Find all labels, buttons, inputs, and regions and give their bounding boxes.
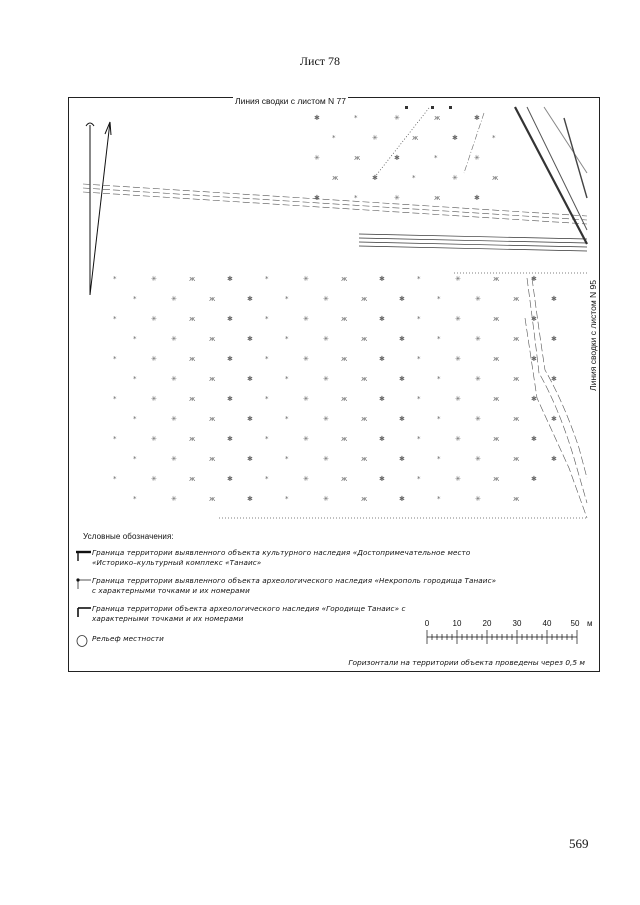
vegetation-mark: ✳: [323, 415, 329, 423]
vegetation-mark: ✳: [171, 335, 177, 343]
vegetation-mark: ✱: [399, 295, 405, 303]
vegetation-mark: *: [412, 174, 416, 182]
scale-tick-label: 50: [570, 619, 580, 628]
vegetation-mark: ✳: [394, 114, 400, 122]
vegetation-mark: ✳: [171, 455, 177, 463]
vegetation-mark: ж: [361, 415, 368, 423]
vegetation-marks: [113, 114, 557, 503]
vegetation-mark: ✱: [399, 415, 405, 423]
vegetation-mark: *: [113, 395, 117, 403]
vegetation-mark: *: [265, 315, 269, 323]
vegetation-mark: *: [133, 495, 137, 503]
vegetation-mark: ✳: [151, 315, 157, 323]
vegetation-mark: *: [265, 395, 269, 403]
vegetation-mark: ✱: [551, 375, 557, 383]
vegetation-mark: ✱: [247, 495, 253, 503]
vegetation-mark: ✱: [531, 355, 537, 363]
scale-tick-label: 10: [452, 619, 462, 628]
vegetation-mark: ✱: [227, 355, 233, 363]
vegetation-mark: ж: [332, 174, 339, 182]
vegetation-mark: ✱: [372, 174, 378, 182]
vegetation-mark: ✳: [475, 455, 481, 463]
legend-item-relief: [74, 634, 164, 648]
vegetation-mark: ✱: [531, 395, 537, 403]
vegetation-mark: ✳: [475, 295, 481, 303]
vegetation-mark: ж: [361, 495, 368, 503]
vegetation-mark: ж: [209, 415, 216, 423]
vegetation-mark: ✱: [399, 455, 405, 463]
vegetation-mark: *: [437, 455, 441, 463]
vegetation-mark: ж: [189, 435, 196, 443]
vegetation-mark: ж: [341, 275, 348, 283]
vegetation-mark: ж: [189, 395, 196, 403]
vegetation-mark: ✱: [314, 114, 320, 122]
vegetation-mark: ✳: [323, 375, 329, 383]
vegetation-mark: ж: [492, 174, 499, 182]
heritage-boundary-lines: [515, 107, 587, 244]
vegetation-mark: ж: [513, 455, 520, 463]
vegetation-mark: *: [285, 455, 289, 463]
vegetation-mark: *: [133, 335, 137, 343]
vegetation-mark: ✳: [151, 275, 157, 283]
scale-tick-label: 20: [482, 619, 492, 628]
vegetation-mark: ✳: [455, 275, 461, 283]
vegetation-mark: ✱: [247, 375, 253, 383]
vegetation-mark: ж: [493, 315, 500, 323]
vegetation-mark: *: [285, 295, 289, 303]
vegetation-mark: ✳: [171, 375, 177, 383]
vegetation-mark: ✱: [247, 335, 253, 343]
map-frame: [68, 97, 600, 672]
vegetation-mark: ✱: [379, 475, 385, 483]
vegetation-mark: ✳: [303, 475, 309, 483]
vegetation-mark: ✳: [151, 355, 157, 363]
vegetation-mark: *: [133, 295, 137, 303]
vegetation-mark: ж: [513, 335, 520, 343]
vegetation-mark: ✱: [227, 475, 233, 483]
vegetation-mark: ж: [354, 154, 361, 162]
vegetation-mark: *: [113, 435, 117, 443]
scale-tick-label: 0: [424, 619, 430, 628]
vegetation-mark: ✳: [394, 194, 400, 202]
vegetation-mark: ✱: [227, 275, 233, 283]
vegetation-mark: ж: [361, 295, 368, 303]
vegetation-mark: ✳: [455, 355, 461, 363]
vegetation-mark: ж: [209, 495, 216, 503]
legend-item-text: Рельеф местности: [92, 634, 164, 643]
contour-interval-note: Горизонтали на территории объекта проведены через 0,5 м: [348, 658, 585, 667]
vegetation-mark: ✳: [323, 295, 329, 303]
vegetation-mark: ж: [434, 194, 441, 202]
vegetation-mark: ж: [209, 295, 216, 303]
vegetation-mark: ж: [341, 435, 348, 443]
archaeological-settlement-boundary-icon: [74, 604, 92, 618]
scale-unit: м: [587, 619, 593, 628]
vegetation-mark: ж: [493, 275, 500, 283]
vegetation-mark: ж: [412, 134, 419, 142]
vegetation-mark: *: [285, 415, 289, 423]
vegetation-mark: *: [437, 335, 441, 343]
vegetation-mark: ✱: [399, 335, 405, 343]
vegetation-mark: ✱: [474, 114, 480, 122]
vegetation-mark: *: [492, 134, 496, 142]
vegetation-mark: ✱: [394, 154, 400, 162]
vegetation-mark: ✳: [475, 495, 481, 503]
vegetation-mark: *: [265, 355, 269, 363]
vegetation-mark: ж: [209, 375, 216, 383]
vegetation-mark: ж: [189, 355, 196, 363]
vegetation-mark: ✳: [171, 495, 177, 503]
vegetation-mark: ж: [209, 455, 216, 463]
vegetation-mark: *: [265, 275, 269, 283]
legend-item-text: Граница территории выявленного объекта археологического наследия «Некрополь городища Танаис»: [92, 576, 497, 585]
vegetation-mark: ✱: [379, 435, 385, 443]
vegetation-mark: ж: [513, 295, 520, 303]
vegetation-mark: *: [113, 355, 117, 363]
vegetation-mark: ж: [341, 315, 348, 323]
vegetation-mark: ж: [341, 395, 348, 403]
vegetation-mark: ✱: [531, 315, 537, 323]
vegetation-mark: ✱: [247, 455, 253, 463]
vegetation-mark: *: [417, 475, 421, 483]
vegetation-mark: *: [265, 435, 269, 443]
vegetation-mark: *: [113, 475, 117, 483]
vegetation-mark: ✳: [475, 375, 481, 383]
vegetation-mark: *: [113, 315, 117, 323]
vegetation-mark: ✱: [379, 275, 385, 283]
vegetation-mark: *: [133, 375, 137, 383]
vegetation-mark: ✳: [151, 395, 157, 403]
vegetation-mark: *: [113, 275, 117, 283]
vegetation-mark: ✱: [531, 275, 537, 283]
road-lines: [359, 234, 587, 251]
vegetation-mark: ж: [341, 355, 348, 363]
vegetation-mark: ж: [513, 495, 520, 503]
vegetation-mark: *: [434, 154, 438, 162]
vegetation-mark: ж: [493, 355, 500, 363]
legend-item-text: Граница территории объекта археологического наследия «Городище Танаис» с: [92, 604, 406, 613]
legend-item-text: с характерными точками и их номерами: [92, 586, 250, 595]
page-title: Лист 78: [299, 54, 341, 68]
vegetation-mark: ✳: [455, 435, 461, 443]
dash-dot-line: [464, 113, 484, 173]
vegetation-mark: ж: [361, 455, 368, 463]
vegetation-mark: ✱: [551, 295, 557, 303]
legend-item-text: «Историко–культурный комплекс «Танаис»: [92, 558, 262, 567]
vegetation-mark: ж: [513, 415, 520, 423]
vegetation-mark: ✳: [303, 275, 309, 283]
vegetation-mark: *: [437, 295, 441, 303]
vegetation-mark: ✳: [171, 295, 177, 303]
vegetation-mark: ж: [434, 114, 441, 122]
north-arrow-icon: [86, 122, 111, 295]
vegetation-mark: ✳: [455, 395, 461, 403]
vegetation-mark: ж: [189, 275, 196, 283]
vegetation-mark: ✱: [474, 194, 480, 202]
vegetation-mark: *: [285, 335, 289, 343]
vegetation-mark: *: [417, 395, 421, 403]
vegetation-mark: ж: [209, 335, 216, 343]
vegetation-mark: ✱: [314, 194, 320, 202]
right-match-line-label: Линия сводки с листом N 95: [588, 280, 598, 391]
vegetation-mark: *: [332, 134, 336, 142]
vegetation-mark: ✳: [455, 475, 461, 483]
vegetation-mark: ✱: [452, 134, 458, 142]
scale-tick-label: 30: [512, 619, 522, 628]
legend-item-text: Граница территории выявленного объекта культурного наследия «Достопримечательное место: [92, 548, 471, 557]
vegetation-mark: ✱: [227, 435, 233, 443]
vegetation-mark: ✳: [303, 315, 309, 323]
vegetation-mark: ✱: [247, 415, 253, 423]
vegetation-mark: ✳: [151, 475, 157, 483]
vegetation-mark: *: [437, 375, 441, 383]
vegetation-mark: *: [417, 435, 421, 443]
vegetation-mark: *: [437, 495, 441, 503]
top-match-line-label: Линия сводки с листом N 77: [235, 96, 346, 106]
vegetation-mark: ж: [493, 395, 500, 403]
vegetation-mark: ж: [189, 315, 196, 323]
vegetation-mark: ж: [361, 375, 368, 383]
vegetation-mark: ✳: [323, 335, 329, 343]
vegetation-mark: *: [285, 495, 289, 503]
vegetation-mark: ✳: [475, 415, 481, 423]
vegetation-mark: *: [354, 114, 358, 122]
vegetation-mark: ж: [189, 475, 196, 483]
vegetation-mark: ✱: [531, 435, 537, 443]
vegetation-mark: ж: [361, 335, 368, 343]
vegetation-mark: *: [133, 455, 137, 463]
vegetation-mark: *: [285, 375, 289, 383]
relief-icon: [74, 634, 92, 648]
vegetation-mark: ✱: [227, 315, 233, 323]
dashed-boundary-lines: [83, 184, 587, 224]
vegetation-mark: ✳: [303, 355, 309, 363]
vegetation-mark: ✳: [171, 415, 177, 423]
vegetation-mark: ✱: [379, 315, 385, 323]
vegetation-mark: *: [133, 415, 137, 423]
vegetation-mark: ✱: [227, 395, 233, 403]
vegetation-mark: *: [265, 475, 269, 483]
legend-title: Условные обозначения:: [83, 532, 174, 541]
legend-item-settlement: [74, 604, 406, 624]
vegetation-mark: ✳: [455, 315, 461, 323]
page-number: 569: [569, 836, 589, 851]
vegetation-mark: ✳: [151, 435, 157, 443]
vegetation-mark: ж: [341, 475, 348, 483]
vegetation-mark: *: [417, 315, 421, 323]
vegetation-mark: ✱: [379, 355, 385, 363]
vegetation-mark: ✳: [474, 154, 480, 162]
vegetation-mark: ✱: [399, 495, 405, 503]
legend-item-necropolis: [74, 576, 496, 596]
legend-item-cultural-heritage: [74, 548, 470, 568]
vegetation-mark: ✳: [303, 395, 309, 403]
vegetation-mark: ✳: [475, 335, 481, 343]
vegetation-mark: ✱: [531, 475, 537, 483]
vegetation-mark: *: [354, 194, 358, 202]
vegetation-mark: ✱: [551, 415, 557, 423]
cultural-heritage-boundary-icon: [74, 548, 92, 562]
vegetation-mark: ж: [493, 475, 500, 483]
legend-item-text: характерными точками и их номерами: [92, 614, 244, 623]
vegetation-mark: *: [417, 275, 421, 283]
vegetation-mark: ✱: [247, 295, 253, 303]
vegetation-mark: ✳: [323, 495, 329, 503]
vegetation-mark: *: [417, 355, 421, 363]
vegetation-mark: ✳: [314, 154, 320, 162]
scale-tick-label: 40: [542, 619, 552, 628]
vegetation-mark: ✱: [399, 375, 405, 383]
vegetation-mark: ✱: [379, 395, 385, 403]
vegetation-mark: ✱: [551, 335, 557, 343]
vegetation-mark: ✳: [323, 455, 329, 463]
vegetation-mark: ✱: [551, 455, 557, 463]
scale-ruler: [421, 630, 591, 644]
vegetation-mark: ж: [513, 375, 520, 383]
vegetation-mark: ✳: [372, 134, 378, 142]
vegetation-mark: *: [437, 415, 441, 423]
vegetation-mark: ж: [493, 435, 500, 443]
archaeological-necropolis-boundary-icon: [74, 576, 92, 590]
vegetation-mark: ✳: [452, 174, 458, 182]
vegetation-mark: ✳: [303, 435, 309, 443]
